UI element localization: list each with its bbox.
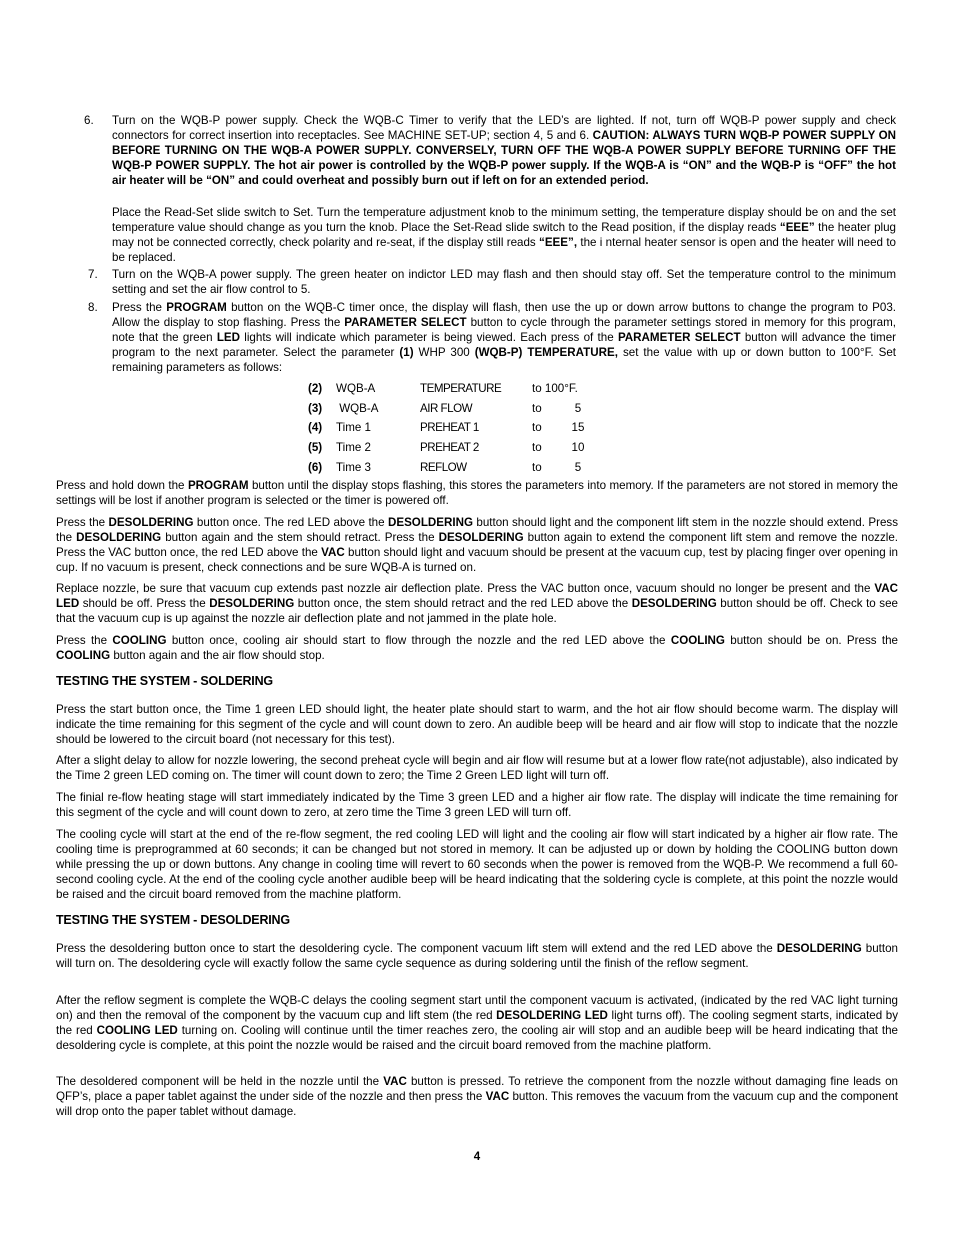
param-unit: WQB-A bbox=[336, 382, 376, 396]
paragraph-soldering-2: After a slight delay to allow for nozzle lowering, the second preheat cycle will begin and air flow will resume but at a lower flow rate(not adjustable), also indicated by the Time 2 green LED coming on. The timer will count down to zero; the Time 2 Green LED light will turn off. bbox=[56, 754, 898, 782]
param-to: to bbox=[532, 421, 542, 435]
param-name: PREHEAT 1 bbox=[420, 421, 479, 435]
table-row bbox=[308, 457, 600, 477]
step-number: 6. bbox=[84, 114, 94, 127]
step-7-text: Turn on the WQB-A power supply. The green heater on indictor LED may flash and then should stay off. Set the temperature control to the minimum setting and set the air flow control to 5. bbox=[112, 268, 896, 296]
param-index: (2) bbox=[308, 382, 323, 396]
param-index: (5) bbox=[308, 441, 323, 455]
param-index: (4) bbox=[308, 421, 323, 435]
param-to: to bbox=[532, 401, 542, 415]
paragraph-desoldering-1: Press the desoldering button once to start the desoldering cycle. The component vacuum lift stem will extend and the red LED above the DESOLDERING button will turn on. The desoldering cycle will exactly follow the same cycle sequence as during soldering until the finish of the reflow segment. bbox=[56, 942, 898, 970]
table-row bbox=[308, 399, 600, 419]
param-unit: WQB-A bbox=[336, 401, 379, 415]
step-6-read-set-text: Place the Read-Set slide switch to Set. Turn the temperature adjustment knob to the minimum setting, the temperature display should be on and the set temperature value should change as you turn the knob. Place the Set-Read slide switch to the Read position, if the display reads “EEE” the heater plug may not be connected correctly, check polarity and re-seat, if the display still reads “EEE”, the i nternal heater sensor is open and the heater will need to be replaced. bbox=[112, 206, 896, 264]
param-value: 10 bbox=[571, 441, 585, 455]
parameter-table bbox=[308, 379, 600, 477]
table-row bbox=[308, 379, 600, 399]
step-6-text: Turn on the WQB-P power supply. Check the WQB-C Timer to verify that the LED’s are lighted. If not, turn off WQB-P power supply and check connectors for correct insertion into receptacles. See MACHINE SET-UP; section 4, 5 and 6. CAUTION: ALWAYS TURN WQB-P POWER SUPPLY ON BEFORE TURNING ON THE WQB-A POWER SUPPLY. CONVERSELY, TURN OFF THE WQB-A POWER SUPPLY BEFORE TURNING OFF THE WQB-P POWER SUPPLY. The hot air power is controlled by the WQB-P power supply. If the WQB-A is “ON” and the WQB-P is “OFF” the hot air heater will be “ON” and could overheat and possibly burn out if left on for an extended period. bbox=[112, 114, 896, 187]
paragraph-replace-nozzle: Replace nozzle, be sure that vacuum cup extends past nozzle air deflection plate. Press the VAC button once, vacuum should no longer be present and the VAC LED should be off. Press the DESOLDERING button once, the stem should retract and the red LED above the DESOLDERING button should be off. Check to see that the vacuum cup is up against the nozzle air deflection plate and not jammed in the plate hole. bbox=[56, 582, 898, 625]
param-to: to bbox=[532, 460, 542, 474]
param-value: 15 bbox=[571, 421, 585, 435]
param-index: (3) bbox=[308, 401, 323, 415]
table-row bbox=[308, 438, 600, 458]
section-heading-desoldering: TESTING THE SYSTEM - DESOLDERING bbox=[56, 913, 290, 927]
paragraph-program-hold: Press and hold down the PROGRAM button until the display stops flashing, this stores the parameters into memory. If the parameters are not stored in memory the settings will be lost if another program is selected or the timer is powered off. bbox=[56, 479, 898, 507]
section-heading-soldering: TESTING THE SYSTEM - SOLDERING bbox=[56, 674, 273, 688]
page-number: 4 bbox=[473, 1150, 481, 1163]
param-to: to bbox=[532, 441, 542, 455]
param-name: AIR FLOW bbox=[420, 401, 473, 415]
step-8-text: Press the PROGRAM button on the WQB-C timer once, the display will flash, then use the up or down arrow buttons to change the program to P03. Allow the display to stop flashing. Press the PARAMETER SELECT button to cycle through the parameter settings stored in memory for this program, note that the green LED lights will indicate which parameter is being viewed. Each press of the PARAMETER SELECT button will advance the timer program to the next parameter. Select the parameter (1) WHP 300 (WQB-P) TEMPERATURE, set the value with up or down button to 100°F. Set remaining parameters as follows: bbox=[112, 301, 897, 374]
step-number: 7. bbox=[88, 268, 98, 281]
param-unit: Time 3 bbox=[336, 460, 372, 474]
paragraph-soldering-3: The finial re-flow heating stage will start immediately indicated by the Time 3 green LED and a higher air flow rate. The display will indicate the time remaining for this segment of the cycle and will count down to zero, at zero time the Time 3 green LED will turn off. bbox=[56, 791, 898, 819]
paragraph-desoldering-2: After the reflow segment is complete the WQB-C delays the cooling segment start until the component vacuum is activated, (indicated by the red VAC light turning on) and then the removal of the component by the vacuum cup and lift stem (the red DESOLDERING LED light turns off). The cooling segment starts, indicated by the red COOLING LED turning on. Cooling will continue until the timer reaches zero, the cooling air will stop and an audible beep will be heard indicating that the desoldering cycle is complete, at this point the nozzle would be raised and the circuit board removed from the machine platform. bbox=[56, 994, 898, 1052]
step-number: 8. bbox=[88, 301, 98, 314]
param-unit: Time 2 bbox=[336, 441, 372, 455]
paragraph-desoldering-button: Press the DESOLDERING button once. The red LED above the DESOLDERING button should light and the component lift stem in the nozzle should extend. Press the DESOLDERING button again and the stem should retract. Press the DESOLDERING button again to extend the component lift stem and remove the nozzle. Press the VAC button once, the red LED above the VAC button should light and vacuum should be present at the vacuum cup, test by placing finger over opening in cup. If no vacuum is present, check connections and be sure WQB-A is turned on. bbox=[56, 516, 898, 574]
param-to: to 100°F. bbox=[532, 382, 578, 396]
paragraph-cooling-button: Press the COOLING button once, cooling air should start to flow through the nozzle and the red LED above the COOLING button should be on. Press the COOLING button again and the air flow should stop. bbox=[56, 634, 898, 662]
param-name: TEMPERATURE bbox=[420, 382, 502, 396]
param-name: REFLOW bbox=[420, 460, 467, 474]
paragraph-soldering-1: Press the start button once, the Time 1 green LED should light, the heater plate should start to warm, and the hot air flow should become warm. The display will indicate the time remaining for this segment of the cycle and will count down to zero. An audible beep will be heard and air flow will stop to indicate that the nozzle should be lowered to the circuit board (not necessary for this test). bbox=[56, 703, 898, 746]
paragraph-desoldering-3: The desoldered component will be held in the nozzle until the VAC button is pressed. To retrieve the component from the nozzle without damaging fine leads on QFP’s, place a paper tablet against the under side of the nozzle and then press the VAC button. This removes the vacuum from the vacuum cup and the component will drop onto the paper tablet without damage. bbox=[56, 1075, 898, 1118]
paragraph-soldering-4: The cooling cycle will start at the end of the re-flow segment, the red cooling LED will light and the cooling air flow will start indicated by a higher air flow rate. The cooling time is preprogrammed at 60 seconds; it can be changed but not stored in memory. It can be adjusted up or down by holding the COOLING button down while pressing the up or down buttons. Any change in cooling time will revert to 60 seconds when the power is removed from the WQB-P. We recommend a full 60-second cooling cycle. At the end of the cooling cycle another audible beep will be heard indicating that the soldering cycle is complete, at this point the nozzle would be raised and the circuit board removed from the machine platform. bbox=[56, 828, 898, 901]
param-index: (6) bbox=[308, 460, 323, 474]
param-value: 5 bbox=[574, 460, 582, 474]
param-name: PREHEAT 2 bbox=[420, 441, 479, 455]
param-unit: Time 1 bbox=[336, 421, 372, 435]
param-value: 5 bbox=[574, 401, 582, 415]
table-row bbox=[308, 418, 600, 438]
